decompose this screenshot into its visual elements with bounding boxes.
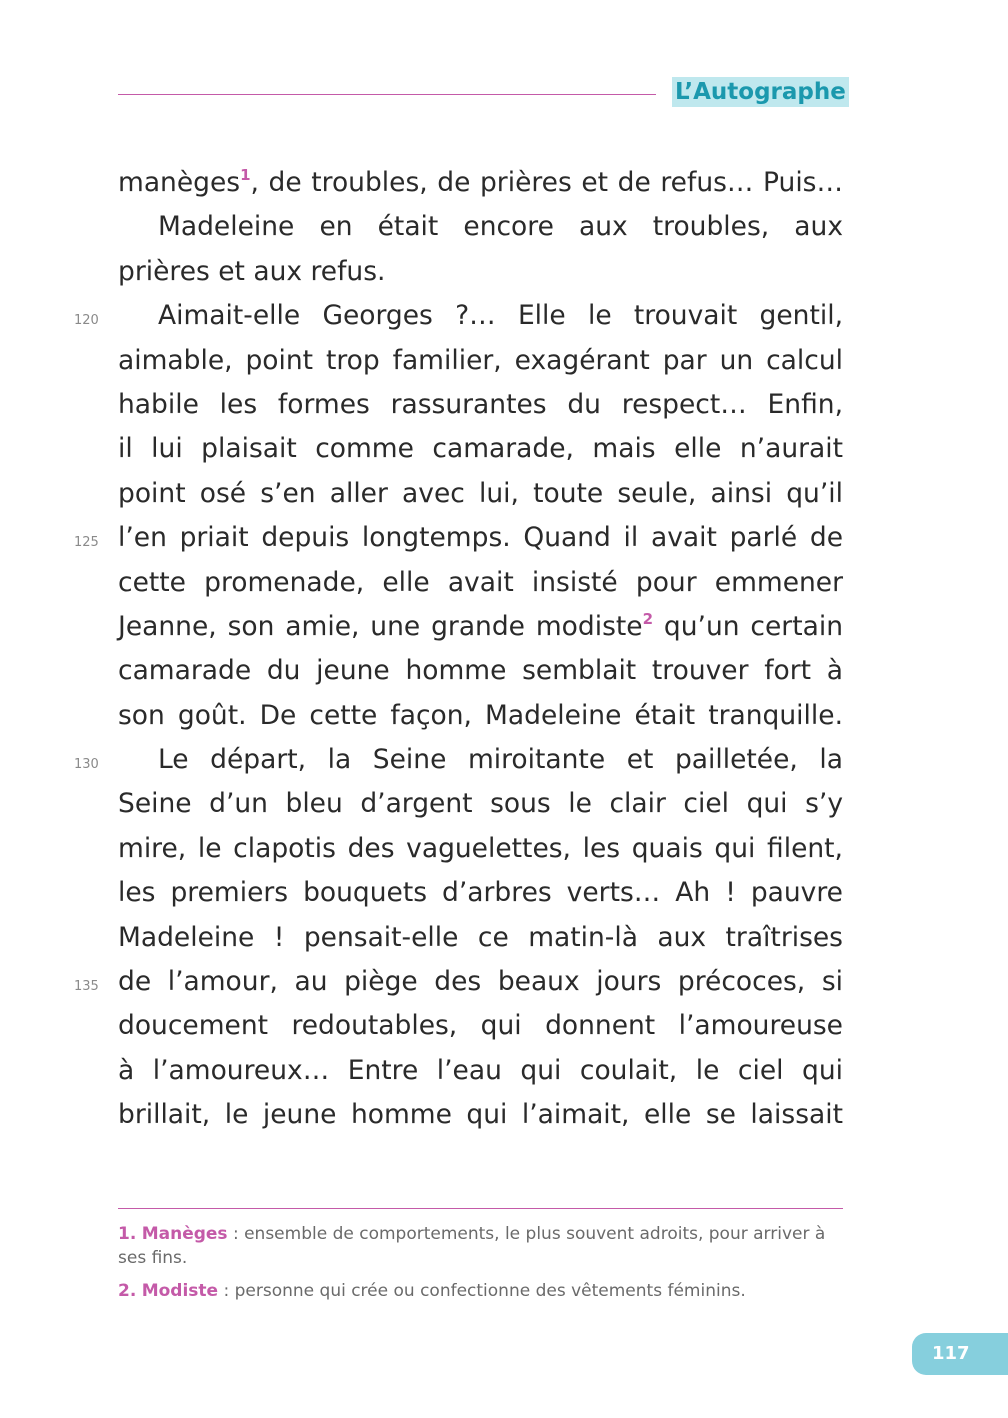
text-line: Madeleine ! pensait-elle ce matin-là aux traîtrises <box>118 921 843 953</box>
text-line: il lui plaisait comme camarade, mais elle n’aurait <box>118 433 843 465</box>
footnote-1 <box>118 1222 843 1270</box>
footnote-term: Modiste <box>141 1281 219 1301</box>
text-line: mire, le clapotis des vaguelettes, les quais qui filent, <box>118 832 843 864</box>
line-number: 130 <box>74 757 99 772</box>
line-number: 125 <box>74 535 99 550</box>
footnote-ref-1[interactable]: 1 <box>240 166 251 184</box>
text-line: doucement redoutables, qui donnent l’amoureuse <box>118 1010 843 1042</box>
footnote-number: 2. <box>118 1281 137 1301</box>
footnote-text: : personne qui crée ou confectionne des vêtements féminins. <box>218 1281 746 1301</box>
text-line: Le départ, la Seine miroitante et pailletée, la <box>158 744 843 776</box>
text-line: de l’amour, au piège des beaux jours précoces, si <box>118 966 843 998</box>
footnote-text: : ensemble de comportements, le plus souvent adroits, pour arriver à ses fins. <box>118 1224 826 1268</box>
running-header-title: L’Autographe <box>672 77 849 107</box>
footnote-number: 1. <box>118 1224 137 1244</box>
footnotes <box>118 1222 843 1312</box>
footnote-ref-2[interactable]: 2 <box>642 609 654 628</box>
text-line: camarade du jeune homme semblait trouver fort à <box>118 655 843 687</box>
text-line: Jeanne, son amie, une grande modiste$^2$ qu’un certain <box>118 609 843 642</box>
text-line: cette promenade, elle avait insisté pour emmener <box>118 566 843 598</box>
text-line: à l’amoureux… Entre l’eau qui coulait, le ciel qui <box>118 1054 843 1086</box>
text-line: son goût. De cette façon, Madeleine était tranquille. <box>118 699 843 731</box>
text-line: point osé s’en aller avec lui, toute seule, ainsi qu’il <box>118 477 843 509</box>
footnote-2 <box>118 1279 843 1303</box>
footnote-term: Manèges <box>141 1224 228 1244</box>
text-line: brillait, le jeune homme qui l’aimait, elle se laissait <box>118 1099 843 1131</box>
header-rule <box>118 94 656 95</box>
page-number: 117 <box>932 1343 970 1364</box>
text-line: l’en priait depuis longtemps. Quand il avait parlé de <box>118 522 843 554</box>
text-line: prières et aux refus. <box>118 255 386 287</box>
text-line: manèges$^1$, de troubles, de prières et de refus… Puis… <box>118 166 843 198</box>
text-line: Seine d’un bleu d’argent sous le clair ciel qui s’y <box>118 788 843 820</box>
text-line: aimable, point trop familier, exagérant par un calcul <box>118 344 843 376</box>
body-text <box>118 161 843 1138</box>
text-line: Aimait-elle Georges ?… Elle le trouvait gentil, <box>158 300 843 332</box>
line-number: 120 <box>74 313 99 328</box>
text-line: les premiers bouquets d’arbres verts… Ah ! pauvre <box>118 877 843 909</box>
text-line: habile les formes rassurantes du respect… Enfin, <box>118 388 843 420</box>
text-line: Madeleine en était encore aux troubles, aux <box>158 211 843 243</box>
footnote-rule <box>118 1208 843 1209</box>
line-number: 135 <box>74 979 99 994</box>
